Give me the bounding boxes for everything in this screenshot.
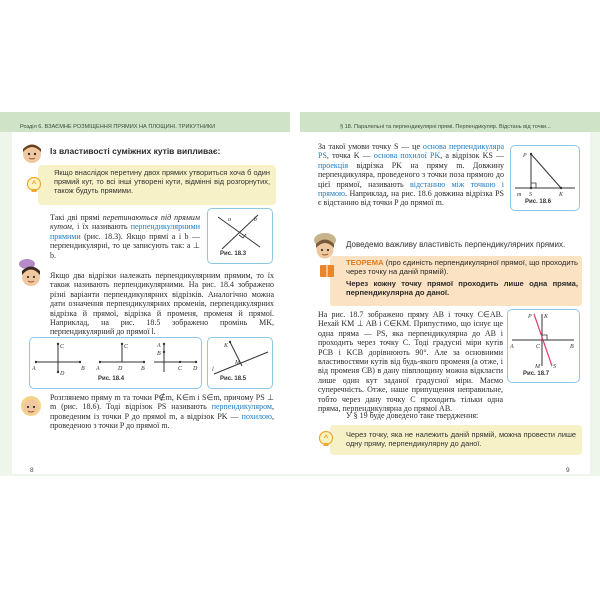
p3-text-a: Розглянемо пряму m та точки P∉m, K∈m і S∈m, причому PS ⊥ m (рис. 18.6). Тоді відрізок PS називають	[50, 393, 274, 412]
svg-text:P: P	[523, 153, 527, 159]
p1-italic-term: перетинаються під прямим кутом	[50, 213, 200, 232]
proof-paragraph: На рис. 18.7 зображено пряму AB і точку C∈AB. Нехай KM ⊥ AB і C∈KM. Припустимо, що існує ще одна пряма — PS, яка перпендикулярна до AB і проходить через точку C. Тоді градусні міри кутів PCB і KCB дорівнюють 90°. Але за основними властивостями кутів від будь-якого променя (а отже, і від променя CB) в дану півплощину можна відкласти лише один кут заданої градусної міри. Маємо суперечність. Отже, наше припущення неправильне, тобто через дану точку C проходить тільки одна пряма, перпендикулярна до прямої AB.	[318, 310, 503, 414]
theorem-header	[346, 258, 578, 276]
theorem-label: ТЕОРЕМА	[346, 258, 384, 267]
svg-text:S: S	[553, 364, 556, 370]
lightbulb-icon-2	[318, 430, 334, 448]
svg-text:m: m	[517, 192, 522, 198]
term-perpendicular-lines: перпендикулярними прямими	[50, 222, 200, 241]
paragraph-perpendicular-oblique	[50, 393, 274, 431]
term-distance: відстанню між точкою і прямою	[318, 179, 504, 199]
figure-18-5-caption: Рис. 18.5	[220, 376, 247, 382]
paragraph-perpendicular-segments: Якщо два відрізки належать перпендикулярним прямим, то їх також називають перпендикулярними. На рис. 18.4 зображено різні варіанти перпендикулярних відрізків. Аналогічно можна дати означення перпендикулярних променів, перпендикулярних відрізка й прямої, відрізка й променя, променя й прямої. Наприклад, на рис. 18.5 зображено промінь MK, перпендикулярний до прямої l.	[50, 271, 274, 337]
p3-text-c: , проведеним із точки P до прямої m, а відрізок PK —	[50, 402, 274, 421]
figure-18-6-drawing	[511, 146, 579, 198]
svg-text:D: D	[118, 366, 123, 372]
figure-18-7-caption: Рис. 18.7	[523, 371, 550, 377]
figure-18-4-caption: Рис. 18.4	[98, 376, 125, 382]
figure-18-5	[207, 337, 273, 389]
svg-text:A: A	[510, 344, 514, 350]
figure-18-6-caption: Рис. 18.6	[525, 199, 552, 205]
svg-text:C: C	[60, 344, 65, 350]
figure-18-4	[29, 337, 202, 389]
term-projection: проекція	[318, 160, 348, 170]
svg-text:K: K	[224, 343, 229, 349]
tip-text-1: Якщо внаслідок перетину двох прямих утвориться хоча б один прямий кут, то всі інші утворені кути, відмінні від розгорнутих, також будуть прямими.	[54, 168, 270, 195]
book-icon	[318, 262, 336, 280]
paragraph-projection	[318, 142, 504, 208]
svg-text:C: C	[124, 344, 129, 350]
svg-text:D: D	[193, 366, 198, 372]
left-header-title: Розділ 6. ВЗАЄМНЕ РОЗМІЩЕННЯ ПРЯМИХ НА ПЛОЩИНІ. ТРИКУТНИКИ	[20, 124, 216, 130]
page-number-left: 8	[30, 467, 34, 474]
svg-text:B: B	[570, 344, 574, 350]
r1-text-c: , точка K —	[326, 151, 374, 161]
term-base-perpendicular: основа перпендикуляра PS	[318, 142, 504, 161]
svg-text:B: B	[157, 351, 161, 357]
r1-text-a: За такої умови точку S — це	[318, 142, 423, 151]
svg-text:S: S	[529, 192, 532, 198]
p1-text-e: (рис. 18.3). Якщо прямі a і b — перпендикулярні, то це записують так: a ⊥ b.	[50, 231, 200, 260]
figure-18-4-drawing	[30, 338, 201, 378]
p1-text-a: Такі дві прямі	[50, 213, 103, 222]
character-boy-icon	[20, 142, 44, 164]
svg-text:B: B	[81, 366, 85, 372]
svg-text:a: a	[228, 217, 231, 223]
svg-text:D: D	[60, 371, 65, 377]
svg-text:A: A	[32, 366, 36, 372]
term-base-oblique: основа похилої PK	[373, 151, 441, 161]
tip-text-2: Через точку, яка не належить даній прямій, можна провести лише одну пряму, перпендикулярну до даної.	[346, 430, 576, 448]
r1-text-g: відрізка PK на пряму m.	[348, 160, 465, 170]
p3-text-e: , проведеною з точки P до прямої m.	[50, 411, 274, 431]
next-section-text: У § 19 буде доведено таке твердження:	[346, 411, 479, 420]
character-girl-2-icon	[17, 390, 45, 420]
svg-text:b: b	[254, 217, 257, 223]
svg-text:A: A	[96, 366, 100, 372]
intro-text: Із властивості суміжних кутів випливає:	[50, 146, 221, 156]
figure-18-3	[207, 208, 273, 264]
term-perpendicular: перпендикуляром	[211, 402, 272, 412]
theorem-title: (про єдиність перпендикулярної прямої, що проходить через точку на даній прямій).	[346, 258, 578, 276]
figure-18-3-drawing	[208, 209, 272, 251]
right-header-title: § 18. Паралельні та перпендикулярні прямі. Перпендикуляр. Відстань від точки...	[340, 124, 551, 130]
svg-text:P: P	[528, 314, 532, 320]
figure-18-3-caption: Рис. 18.3	[220, 251, 247, 257]
figure-18-7-drawing	[508, 310, 579, 370]
svg-text:M: M	[235, 360, 240, 366]
lightbulb-icon	[26, 176, 42, 194]
paragraph-perpendicular-lines	[50, 213, 200, 260]
r1-text-h: Довжину перпендикуляра, проведеного з точки поза прямою до цієї прямої, називають	[318, 160, 505, 189]
r1-text-e: , а відрізок KS —	[440, 151, 504, 161]
term-oblique: похилою	[241, 411, 272, 421]
svg-text:B: B	[141, 366, 145, 372]
r1-text-j: . Наприклад, на рис. 18.6 довжина відрізка PS є відстанню від точки P до прямої m.	[318, 189, 504, 208]
svg-text:l: l	[212, 367, 214, 373]
figure-18-5-drawing	[208, 338, 272, 378]
svg-text:K: K	[544, 314, 549, 320]
important-intro: Доведемо важливу властивість перпендикулярних прямих.	[346, 240, 566, 249]
character-girl-icon	[17, 258, 45, 290]
p1-text-c: , і їх називають	[71, 222, 131, 232]
theorem-statement: Через кожну точку прямої проходить лише одна пряма, перпендикулярна до даної.	[346, 279, 578, 297]
figure-18-7	[507, 309, 580, 383]
svg-text:M: M	[535, 364, 540, 370]
figure-18-6	[510, 145, 580, 211]
svg-text:C: C	[178, 366, 183, 372]
page-number-right: 9	[566, 467, 570, 474]
svg-text:K: K	[559, 192, 564, 198]
svg-text:C: C	[536, 344, 541, 350]
svg-text:A: A	[157, 343, 161, 349]
